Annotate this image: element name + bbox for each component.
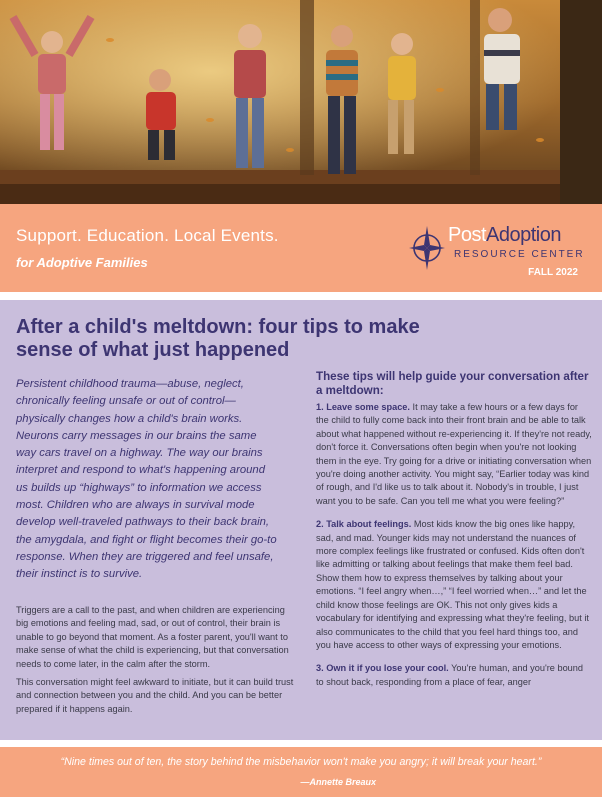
tip-title: 3. Own it if you lose your cool. [316, 663, 449, 674]
tip-title: 2. Talk about feelings. [316, 519, 412, 530]
article-headline: After a child's meltdown: four tips to make sense of what just happened [16, 316, 420, 361]
tip-text: You're human, and you're bound to shout back, responding from a place of fear, anger [316, 663, 584, 687]
article-intro: Persistent childhood trauma—abuse, neglect, chronically feeling unsafe or out of control—physically changes how a child's brain works. Neurons carry messages in our brains the same way cars travel on a highway. The way our brains interpret and respond to what's happening around us builds up “highways” to information we access most. Children who are always in survival mode develop well-traveled pathways to their back brain, the amygdala, and fight or flight becomes their go-to response. When they are triggered and feel unsafe, their instinct is to survive. [16, 378, 277, 581]
tips-column [316, 370, 592, 699]
autumn-children-illustration [0, 0, 602, 204]
tip-item [316, 662, 592, 689]
logo-wordmark [448, 224, 561, 247]
logo-subtitle: RESOURCE CENTER [454, 249, 585, 260]
body-paragraph: This conversation might feel awkward to initiate, but it can build trust and connection between you and the child. And you can be better prepared if it happens again. [16, 677, 294, 714]
tip-title: 1. Leave some space. [316, 402, 410, 412]
logo-adoption: Adoption [486, 224, 561, 246]
quote-author: —Annette Breaux [300, 777, 376, 787]
compass-icon [408, 224, 446, 274]
tip-item [316, 518, 592, 652]
audience-subtitle: for Adoptive Families [16, 255, 148, 270]
tip-text: It may take a few hours or a few days for the child to fully come back into their front brain and be able to talk about what happened without re-experiencing it. If they're not ready, don't force it. Conversations often begin when you're not looking them in the eye. Try going for a drive or initiating conversation when you're doing another activity. You might say, “Earlier today was kind of rough, and I'd like us to talk about it. Nobody's in trouble, I just want you to be safe. Can you tell me what you were feeling?” [316, 402, 592, 506]
left-body-text [16, 604, 294, 721]
quote-banner [0, 747, 602, 797]
tagline: Support. Education. Local Events. [16, 226, 279, 245]
hero-photo [0, 0, 602, 204]
logo-post: Post [448, 224, 487, 246]
tips-heading: These tips will help guide your conversation after a meltdown: [316, 370, 589, 397]
pull-quote: “Nine times out of ten, the story behind the misbehavior won't make you angry; it will break your heart.” [60, 756, 542, 768]
body-paragraph: Triggers are a call to the past, and when children are experiencing big emotions and feeling mad, sad, or out of control, their brain is unable to go beyond that moment. As a foster parent, you'll want to make sense of what the child is experiencing, but that conversation needs to come later, in the calm after the storm. [16, 605, 289, 669]
post-adoption-logo [408, 222, 588, 286]
article-section [0, 300, 602, 740]
tip-text: Most kids know the big ones like happy, sad, and mad. Younger kids may not understand the nuances of more complex feelings like frustrated or confused. Kids often don't like admitting or talking about feelings that make them feel bad. Show them how to express themselves by talking about your emotions. “I feel angry when…,” “I feel worried when…” and let the child know those feelings are OK. This not only gives kids a vocabulary for identifying and expressing what they're feeling, but it also communicates to the child that you feel hard things too, and you have access to other ways of expressing your emotions. [316, 519, 589, 650]
issue-season: FALL 2022 [528, 267, 578, 278]
header-banner [0, 204, 602, 292]
tip-item [316, 401, 592, 508]
